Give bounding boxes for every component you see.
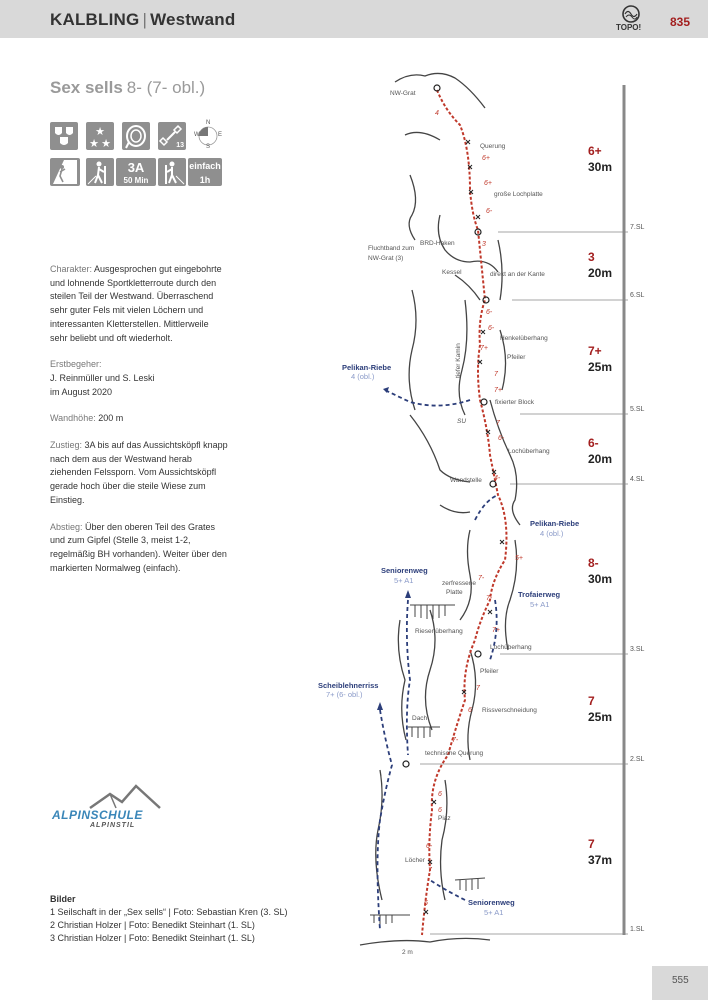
feature-label: Querung	[480, 143, 506, 150]
compass-e: E	[218, 132, 223, 138]
feature-label: Pfeiler	[507, 354, 526, 361]
pitch-length: 30m	[588, 160, 613, 174]
photo-credit-item: 3 Christian Holzer | Foto: Benedikt Steinhart (1. SL)	[50, 933, 255, 943]
zustieg-label: Zustieg:	[50, 440, 83, 451]
sport-climbing-icon	[50, 158, 80, 186]
belay-labels	[630, 224, 645, 933]
move-grade: 7+	[494, 387, 502, 394]
erstbegeher-section	[50, 358, 228, 399]
compass-icon	[194, 122, 222, 150]
pitch-grade: 6-	[588, 436, 599, 450]
wandhoehe-section	[50, 412, 228, 426]
belay-label: 5.SL	[630, 406, 645, 413]
move-grade: 7	[476, 685, 480, 692]
approach-hiker-icon	[86, 158, 114, 186]
svg-text:★: ★	[101, 137, 111, 150]
move-grade: 7+	[492, 627, 500, 634]
feature-label: tiefer Kamin	[455, 343, 462, 378]
feature-label: Dach	[412, 715, 428, 722]
compass-n: N	[206, 120, 211, 126]
page-number-top: 835	[670, 15, 691, 29]
feature-label: zerfressene	[442, 580, 476, 587]
feature-label: Henkelüberhang	[500, 335, 548, 342]
other-route-grade: 4 (obl.)	[351, 372, 375, 381]
alpinschule-line2: ALPINSTIL	[90, 822, 136, 829]
move-grade: 6	[438, 807, 442, 814]
feature-label: Kessel	[442, 269, 462, 276]
move-grade: 7	[496, 420, 500, 427]
route-grade: 8- (7- obl.)	[126, 78, 206, 97]
pitch-length: 37m	[588, 853, 613, 867]
zustieg-text: 3A bis auf das Aussichtsköpfl knapp nach dem aus der Westwand herab ziehenden Felssporn. Vom Aussichtsköpfl gerade hoch über die steile Wiese zum Einstieg.	[50, 440, 228, 505]
feature-label: Fluchtband zum	[368, 245, 415, 252]
pitch-grade: 7+	[588, 344, 602, 358]
move-grade: 6-	[486, 208, 493, 215]
alpinschule-logo	[50, 782, 170, 842]
other-route-labels	[318, 363, 579, 917]
bolt-marks	[424, 140, 504, 914]
move-grade: 6-	[486, 309, 493, 316]
feature-label: technische Querung	[425, 750, 484, 757]
descent-hiker-icon	[158, 158, 186, 186]
other-route-name: Seniorenweg	[381, 566, 428, 575]
other-route-name: Trofaierweg	[518, 590, 561, 599]
other-route-grade: 5+ A1	[530, 600, 550, 609]
pitch-length: 30m	[588, 572, 613, 586]
move-grade: 6	[468, 707, 472, 714]
pitch-info	[588, 144, 612, 867]
descent-type: einfach	[189, 161, 221, 171]
approach-time: 50 Min	[123, 176, 149, 185]
move-grade: 6-	[488, 325, 495, 332]
wall-name: Westwand	[150, 10, 236, 29]
move-grade: 7-	[486, 595, 493, 602]
move-grade: 6	[438, 791, 442, 798]
charakter-section	[50, 263, 228, 345]
move-grade: 6-	[426, 843, 433, 850]
belay-stations	[403, 85, 496, 767]
pitch-length: 20m	[588, 266, 613, 280]
page-header-title	[50, 10, 235, 30]
move-grade: 7+	[480, 345, 488, 352]
feature-labels	[368, 90, 550, 956]
move-grade: 7-	[452, 737, 459, 744]
belay-label: 3.SL	[630, 646, 645, 653]
move-grade: 7-	[478, 575, 485, 582]
page-number-bottom: 555	[672, 975, 689, 986]
svg-text:★: ★	[95, 125, 105, 138]
other-route-grade: 4 (obl.)	[540, 529, 564, 538]
pitch-grade: 3	[588, 250, 595, 264]
feature-label: NW-Grat (3)	[368, 255, 404, 262]
feature-label: Riesenüberhang	[415, 628, 463, 635]
route-topo	[318, 55, 670, 956]
feature-label: Platte	[446, 589, 463, 596]
crag-name: KALBLING	[50, 10, 140, 29]
pitch-grade: 7	[588, 694, 595, 708]
compass-s: S	[206, 144, 211, 150]
erstbegeher-label: Erstbegeher:	[50, 359, 102, 370]
charakter-text: Ausgesprochen gut eingebohrte und lohnende Sportkletterroute durch den steilen Teil der Westwand. Überraschend sehr guter Fels mit vielen Löchern und interessanten Kletterstellen. Mittlerweile sehr beliebt und oft wiederholt.	[50, 264, 222, 343]
photo-credits	[50, 893, 287, 945]
feature-label: Rissverschneidung	[482, 707, 537, 714]
photo-credit-item: 2 Christian Holzer | Foto: Benedikt Steinhart (1. SL)	[50, 920, 255, 930]
other-route-lines	[378, 390, 499, 930]
move-grade: 6+	[482, 155, 490, 162]
pitch-length: 20m	[588, 452, 613, 466]
rope-icon	[122, 122, 150, 150]
alpinschule-line1: ALPINSCHULE	[52, 808, 143, 822]
feature-label: Löcher	[405, 857, 425, 864]
quickdraw-count: 13	[176, 142, 184, 149]
charakter-label: Charakter:	[50, 264, 93, 274]
move-grade: 4-	[494, 475, 501, 482]
other-route-name: Pelikan-Riebe	[342, 363, 392, 372]
feature-label: NW-Grat	[390, 90, 416, 97]
route-arrows	[377, 387, 414, 710]
pitch-grade: 6+	[588, 144, 602, 158]
other-route-name: Pelikan-Riebe	[530, 519, 580, 528]
route-name: Sex sells	[50, 78, 123, 97]
quickdraw-icon	[158, 122, 186, 150]
feature-label: Piaz	[438, 815, 451, 822]
pitch-length: 25m	[588, 710, 613, 724]
approach-badge	[116, 158, 156, 186]
stars-icon	[86, 122, 114, 150]
feature-label: Lochüberhang	[490, 644, 532, 651]
feature-label: Lochüberhang	[508, 448, 550, 455]
other-route-name: Scheiblehnerriss	[318, 681, 379, 690]
move-grade: 4	[435, 110, 439, 117]
belay-label: 4.SL	[630, 476, 645, 483]
move-grade: 6+	[484, 180, 492, 187]
other-route-grade: 5+ A1	[394, 576, 414, 585]
move-grade: 6	[424, 900, 428, 907]
topo-badge-text: TOPO!	[616, 23, 642, 32]
erstbegeher-date: im August 2020	[50, 386, 113, 397]
move-grade: 7	[494, 371, 498, 378]
pitch-grade: 8-	[588, 556, 599, 570]
feature-label: große Lochplatte	[494, 191, 543, 198]
wandhoehe-value: 200 m	[98, 413, 124, 424]
overhang-hatching	[370, 605, 485, 924]
belay-label: 2.SL	[630, 756, 645, 763]
erstbegeher-names: J. Reinmüller und S. Leski	[50, 372, 155, 383]
feature-label: Pfeiler	[480, 668, 499, 675]
compass-w: W	[194, 132, 200, 138]
other-route-grade: 5+ A1	[484, 908, 504, 917]
svg-text:★: ★	[89, 137, 99, 150]
move-grade: 7	[428, 867, 432, 874]
topo-logo	[613, 4, 649, 34]
feature-label: Wandstelle	[450, 477, 482, 484]
photo-credit-item: 1 Seilschaft in der „Sex sells“ | Foto: Sebastian Kren (3. SL)	[50, 907, 288, 917]
approach-grade: 3A	[127, 160, 145, 175]
belay-label: 6.SL	[630, 292, 645, 299]
page-footer	[652, 966, 708, 1000]
move-grade: 5+	[515, 555, 523, 562]
photo-credits-title: Bilder	[50, 894, 76, 904]
descent-badge	[188, 158, 222, 186]
abstieg-text: Über den oberen Teil des Grates und zum Gipfel (Stelle 3, meist 1-2, regelmäßig BH vorhanden). Weiter über den markierten Normalweg (einfach).	[50, 521, 227, 573]
page-header	[0, 0, 708, 38]
abstieg-section	[50, 521, 228, 576]
title-separator: |	[142, 10, 148, 29]
feature-label: SU	[457, 418, 467, 425]
feature-label: 2 m	[402, 949, 413, 956]
route-title	[50, 78, 205, 98]
route-description	[50, 263, 228, 588]
feature-label: direkt an der Kante	[490, 271, 545, 278]
move-grade: 3	[482, 241, 486, 248]
belay-label: 7.SL	[630, 224, 645, 231]
pitch-length: 25m	[588, 360, 613, 374]
wandhoehe-label: Wandhöhe:	[50, 413, 96, 424]
move-grade: 6-	[498, 435, 505, 442]
descent-time: 1h	[199, 175, 211, 185]
pitch-grade: 7	[588, 837, 595, 851]
abstieg-label: Abstieg:	[50, 521, 83, 532]
feature-label: fixierter Block	[495, 399, 535, 406]
belay-label: 1.SL	[630, 926, 645, 933]
zustieg-section	[50, 439, 228, 508]
other-route-name: Seniorenweg	[468, 898, 515, 907]
feature-label: BRD-Haken	[420, 240, 455, 247]
other-route-grade: 7+ (6- obl.)	[326, 690, 363, 699]
protection-icon	[50, 122, 78, 150]
